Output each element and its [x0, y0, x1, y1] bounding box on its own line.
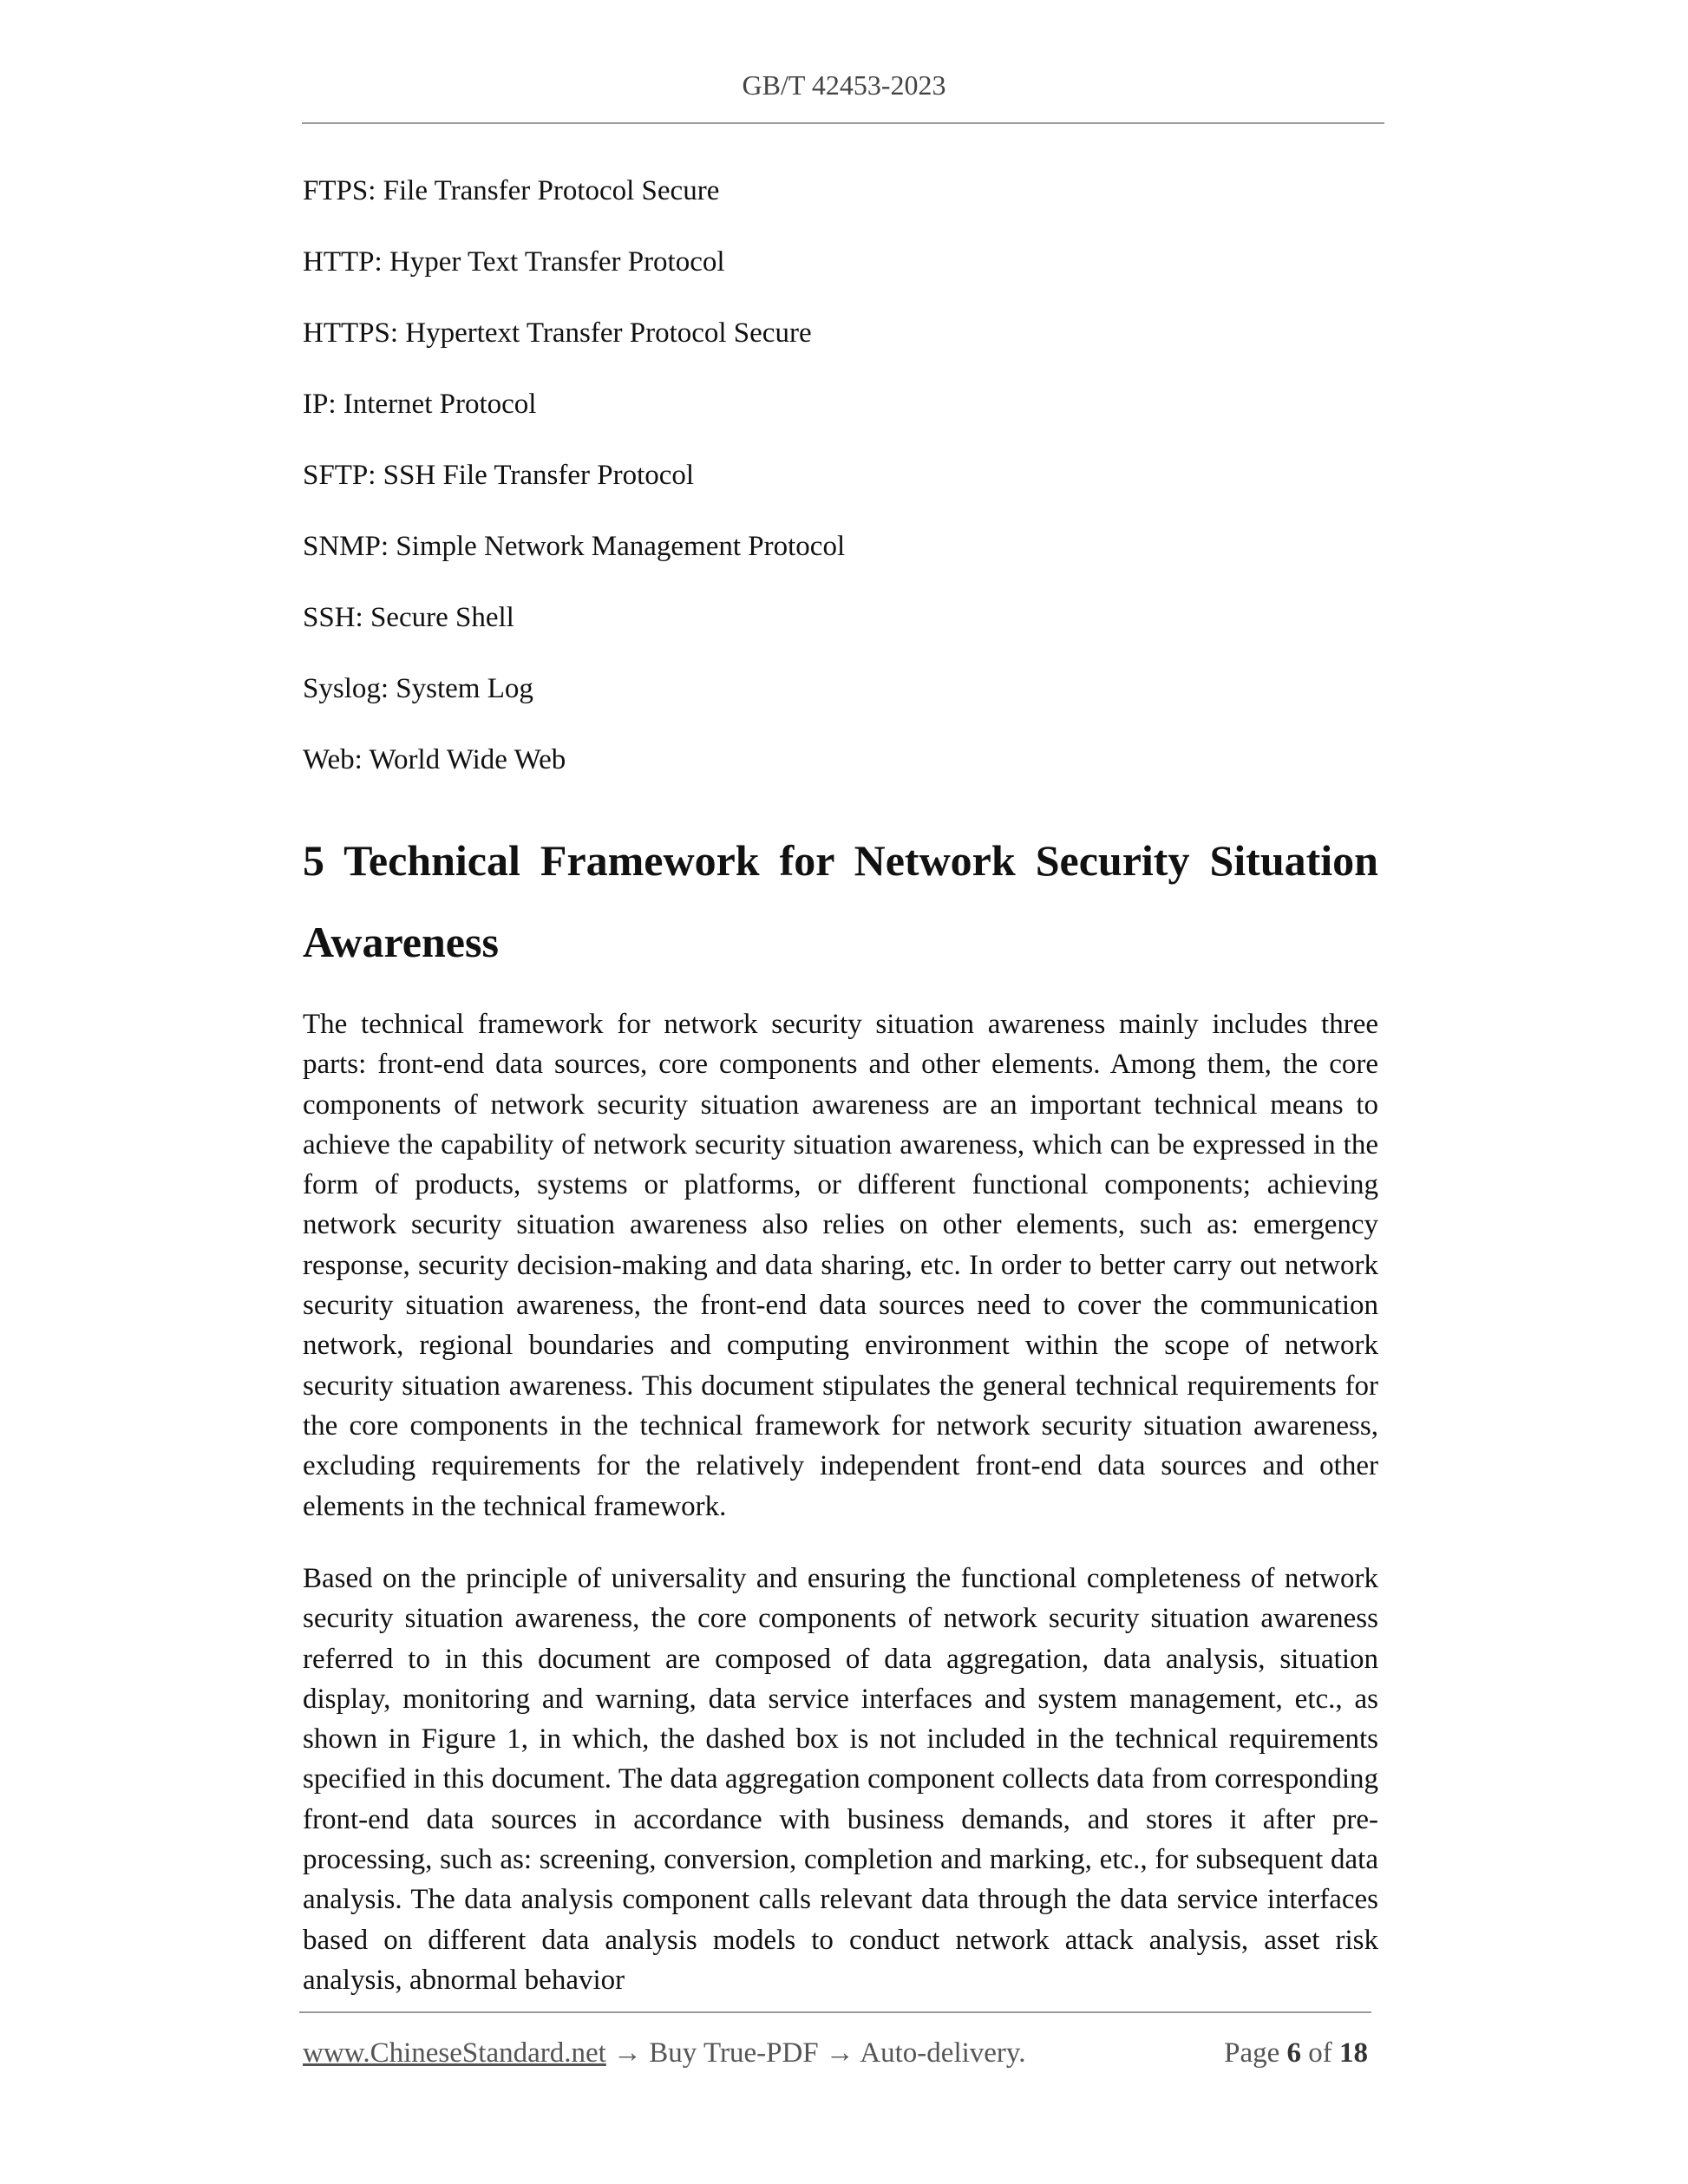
abbreviation-sftp: SFTP: SSH File Transfer Protocol: [303, 460, 695, 491]
of-label: of: [1308, 2037, 1332, 2069]
section-heading: 5 Technical Framework for Network Security Situation Awareness: [303, 836, 1378, 966]
current-page-number: 6: [1286, 2037, 1301, 2069]
abbreviation-syslog: Syslog: System Log: [303, 673, 533, 704]
website-link[interactable]: www.ChineseStandard.net: [303, 2037, 606, 2069]
body-paragraph-core-components: Based on the principle of universality and ensuring the functional completeness of network security situation awareness, the core components of network security situation awareness referred to in this document are composed of data aggregation, data analysis, situation display, monitoring and warning, data service interfaces and system management, etc., as shown in Figure 1, in which, the dashed box is not included in the technical requirements specified in this document. The data aggregation component collects data from corresponding front-end data sources in accordance with business demands, and stores it after pre-processing, such as: screening, conversion, completion and marking, etc., for subsequent data analysis. The data analysis component calls relevant data through the data service interfaces based on different data analysis models to conduct network attack analysis, asset risk analysis, abnormal behavior: [303, 1563, 1378, 1996]
abbreviation-https: HTTPS: Hypertext Transfer Protocol Secure: [303, 317, 812, 349]
page-footer: [303, 2034, 1368, 2072]
header-divider: [302, 122, 1384, 124]
abbreviation-ssh: SSH: Secure Shell: [303, 602, 514, 633]
document-code-header: GB/T 42453-2023: [742, 69, 946, 101]
page-counter: [1224, 2034, 1368, 2072]
page-label: Page: [1224, 2037, 1280, 2069]
total-page-count: 18: [1339, 2037, 1368, 2069]
abbreviation-ftps: FTPS: File Transfer Protocol Secure: [303, 175, 720, 206]
abbreviation-snmp: SNMP: Simple Network Management Protocol: [303, 531, 846, 562]
body-paragraph-framework-overview: The technical framework for network security situation awareness mainly includes three parts: front-end data sources, core components and other elements. Among them, the core components of network security situation awareness are an important technical means to achieve the capability of network security situation awareness, which can be expressed in the form of products, systems or platforms, or different functional components; achieving network security situation awareness also relies on other elements, such as: emergency response, security decision-making and data sharing, etc. In order to better carry out network security situation awareness, the front-end data sources need to cover the communication network, regional boundaries and computing environment within the scope of network security situation awareness. This document stipulates the general technical requirements for the core components in the technical framework for network security situation awareness, excluding requirements for the relatively independent front-end data sources and other elements in the technical framework.: [303, 1009, 1378, 1522]
abbreviation-ip: IP: Internet Protocol: [303, 389, 537, 420]
abbreviation-http: HTTP: Hyper Text Transfer Protocol: [303, 246, 725, 278]
footer-divider: [299, 2011, 1371, 2013]
abbreviation-list: [303, 170, 1387, 810]
abbreviation-web: Web: World Wide Web: [303, 744, 566, 775]
footer-promo-text: → Buy True-PDF → Auto-delivery.: [605, 2037, 1026, 2069]
